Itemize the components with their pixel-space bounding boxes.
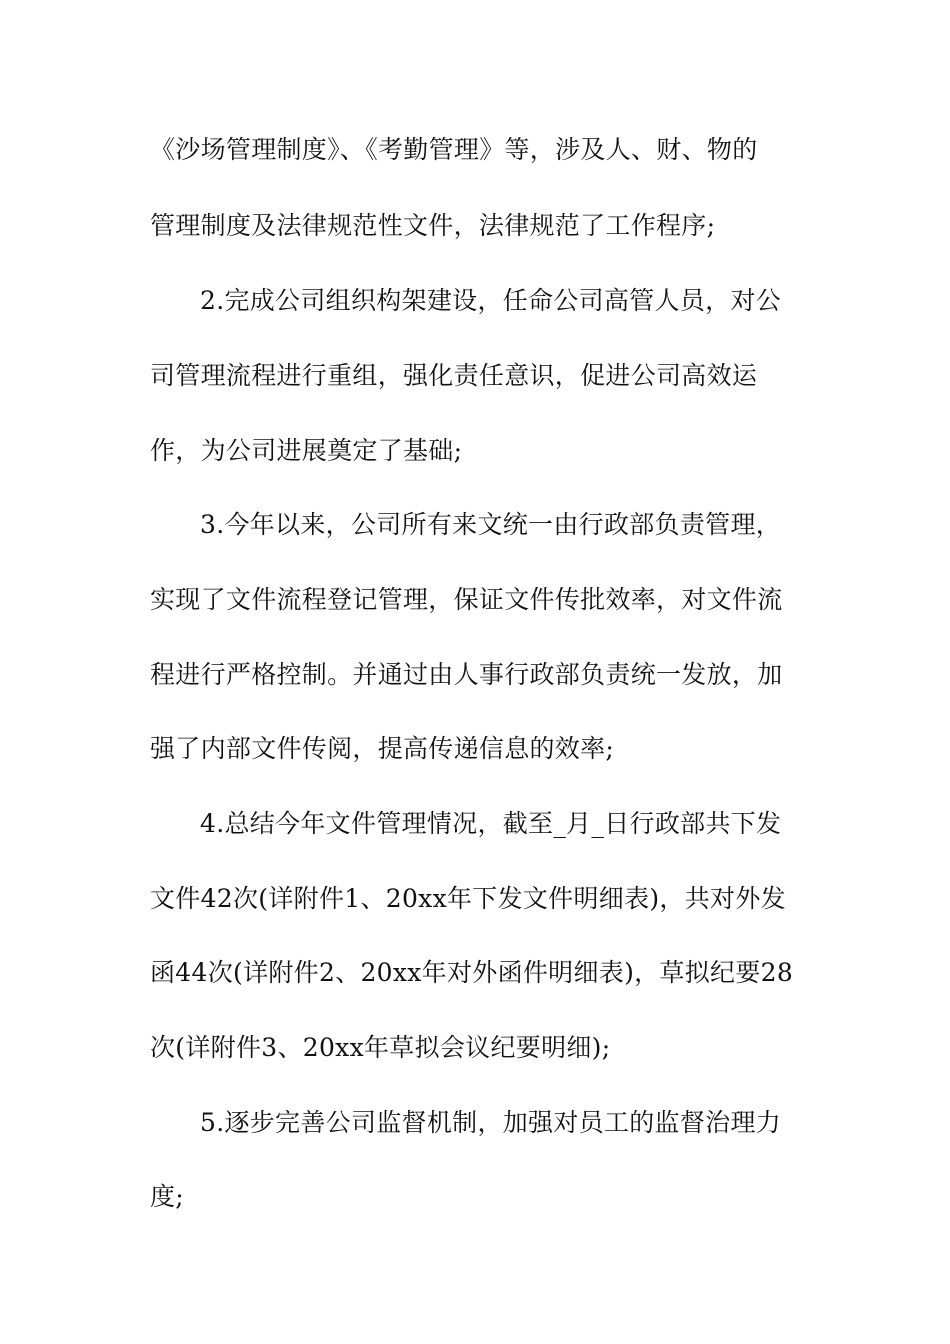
item-3-line-3: 程进行严格控制。并通过由人事行政部负责统一发放，加 <box>150 660 783 689</box>
item-2-line-3: 作，为公司进展奠定了基础; <box>150 436 463 465</box>
item-2-line-1: 2.完成公司组织构架建设，任命公司高管人员，对公 <box>200 286 782 315</box>
item-2-line-2: 司管理流程进行重组，强化责任意识，促进公司高效运 <box>150 361 758 390</box>
item-3-line-2: 实现了文件流程登记管理，保证文件传批效率，对文件流 <box>150 585 783 614</box>
item-3-line-1: 3.今年以来，公司所有来文统一由行政部负责管理， <box>200 510 782 539</box>
item-4-line-1: 4.总结今年文件管理情况，截至_月_日行政部共下发 <box>200 809 782 838</box>
item-4-line-4: 次(详附件3、20xx年草拟会议纪要明细); <box>150 1033 611 1062</box>
item-4-line-2: 文件42次(详附件1、20xx年下发文件明细表)，共对外发 <box>150 884 786 913</box>
paragraph-1-line-2: 管理制度及法律规范性文件，法律规范了工作程序; <box>150 211 716 240</box>
item-4-line-3: 函44次(详附件2、20xx年对外函件明细表)，草拟纪要28 <box>150 958 794 987</box>
item-3-line-4: 强了内部文件传阅，提高传递信息的效率; <box>150 734 615 763</box>
paragraph-1-line-1: 《沙场管理制度》、《考勤管理》等，涉及人、财、物的 <box>150 135 758 164</box>
item-5-line-2: 度; <box>150 1182 185 1211</box>
item-5-line-1: 5.逐步完善公司监督机制，加强对员工的监督治理力 <box>200 1108 782 1137</box>
